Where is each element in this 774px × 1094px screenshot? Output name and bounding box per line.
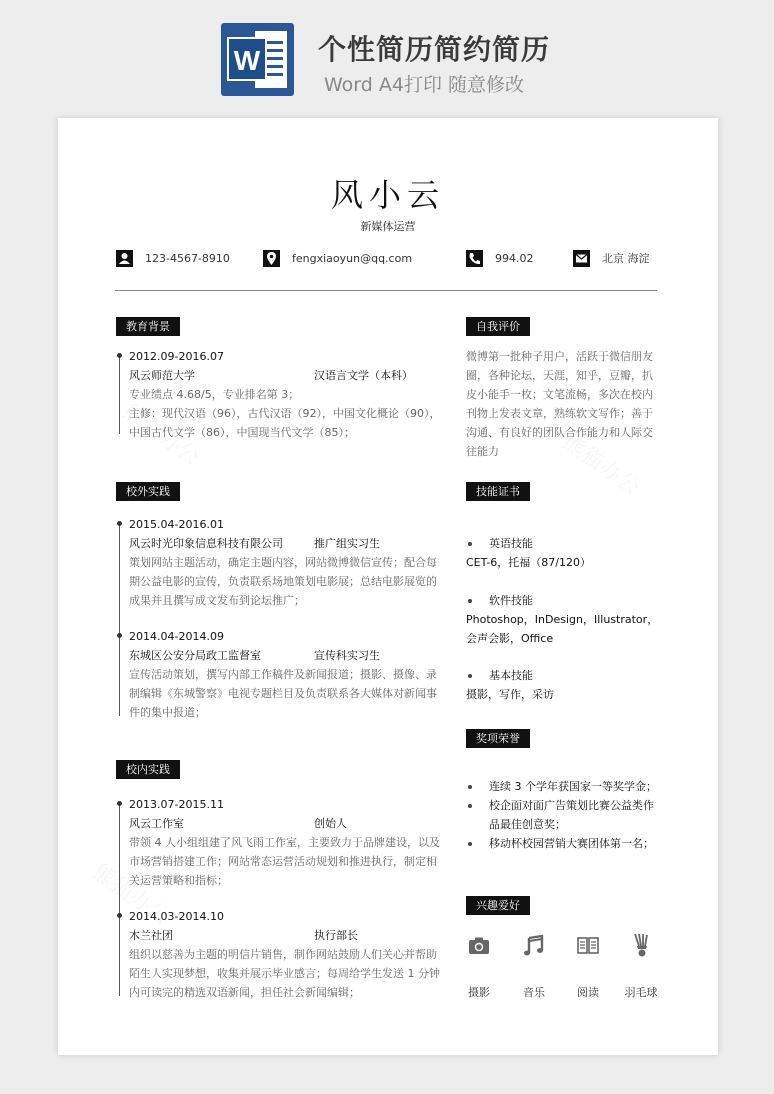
bullet [468, 599, 472, 603]
int-org: 木兰社团 [129, 929, 173, 942]
contact-email [263, 248, 412, 268]
word-logo-icon [221, 23, 294, 96]
section-tag-self-eval: 自我评价 [466, 317, 530, 336]
int-line: 市场营销搭建工作；网站常态运营活动规划和推进执行，制定相 [129, 855, 437, 868]
resume-job-title: 新媒体运营 [360, 220, 416, 233]
hobby-label: 音乐 [523, 986, 545, 999]
music-icon [522, 934, 546, 958]
ext-line: 成果并且撰写成文发布到论坛推广； [129, 594, 305, 607]
badminton-icon [629, 932, 653, 956]
banner-subtitle: Word A4打印 随意修改 [324, 74, 525, 96]
contact-phone [116, 248, 230, 268]
bullet [468, 842, 472, 846]
ext-line: 宣传活动策划，撰写内部工作稿件及新闻报道；摄影、摄像、录 [129, 668, 437, 681]
ext-line: 期公益电影的宣传，负责联系场地策划电影展；总结电影展览的 [129, 575, 437, 588]
timeline-dot [117, 801, 122, 806]
ext-period: 2014.04-2014.09 [129, 630, 224, 643]
mail-icon [573, 250, 590, 267]
award-line: 品最佳创意奖； [489, 818, 566, 831]
contact-location [573, 248, 650, 268]
self-eval-line: 刊物上发表文章，熟练软文写作；善于 [466, 407, 653, 420]
timeline-dot [117, 353, 122, 358]
ext-role: 宣传科实习生 [314, 649, 380, 662]
ext-line: 策划网站主题活动，确定主题内容，网站微博微信宣传；配合每 [129, 556, 437, 569]
timeline-dot [117, 521, 122, 526]
ext-line: 件的集中报道； [129, 706, 206, 719]
int-line: 陌生人实现梦想，收集并展示毕业感言；每周给学生发送 1 分钟 [129, 967, 440, 980]
resume-page [58, 118, 718, 1055]
award-line: 移动杯校园营销大赛团体第一名； [489, 837, 654, 850]
self-eval-line: 圈，各种论坛，天涯，知乎，豆瓣，扒 [466, 369, 653, 382]
contact-phone-text: 123-4567-8910 [145, 251, 230, 265]
timeline-line [119, 522, 120, 716]
section-tag-internal: 校内实践 [116, 760, 180, 779]
int-line: 关运营策略和指标； [129, 874, 228, 887]
header-divider [115, 290, 657, 291]
skill-title: 软件技能 [489, 594, 533, 607]
int-org: 风云工作室 [129, 817, 184, 830]
int-line: 组织以慈善为主题的明信片销售，制作网站鼓励人们关心并帮助 [129, 948, 437, 961]
int-role: 执行部长 [314, 929, 358, 942]
bullet [468, 785, 472, 789]
self-eval-line: 往能力 [466, 445, 499, 458]
word-logo-letter: W [227, 37, 267, 81]
skill-line: Photoshop，InDesign，Illustrator， [466, 613, 659, 626]
contact-email-text: fengxiaoyun@qq.com [292, 251, 413, 265]
hobby-label: 羽毛球 [624, 986, 658, 999]
award-line: 连续 3 个学年获国家一等奖学金； [489, 780, 657, 793]
timeline-dot [117, 633, 122, 638]
bullet [468, 804, 472, 808]
self-eval-line: 微博第一批种子用户，活跃于微信朋友 [466, 350, 653, 363]
location-pin-icon [263, 250, 280, 267]
timeline-dot [117, 913, 122, 918]
banner-title: 个性简历简约简历 [318, 33, 551, 66]
int-line: 内可读完的精选双语新闻，担任社会新闻编辑； [129, 986, 360, 999]
skill-title: 英语技能 [489, 537, 533, 550]
contact-birth [466, 248, 534, 268]
timeline-line [119, 802, 120, 996]
banner [0, 0, 774, 110]
resume-name: 风小云 [330, 176, 445, 214]
contact-birth-text: 994.02 [495, 251, 534, 265]
section-tag-external: 校外实践 [116, 482, 180, 501]
edu-major: 汉语言文学（本科） [314, 369, 413, 382]
bullet [468, 674, 472, 678]
timeline-line [119, 354, 120, 434]
section-tag-skills: 技能证书 [466, 482, 530, 501]
user-icon [116, 250, 133, 267]
book-icon [576, 934, 600, 958]
skill-line: 会声会影，Office [466, 632, 554, 645]
self-eval-line: 皮小能手一枚；文笔流畅，多次在校内 [466, 388, 653, 401]
self-eval-line: 沟通、有良好的团队合作能力和人际交 [466, 426, 653, 439]
ext-org: 东城区公安分局政工监督室 [129, 649, 261, 662]
int-line: 带领 4 人小组组建了风飞雨工作室，主要致力于品牌建设，以及 [129, 836, 440, 849]
bullet [468, 542, 472, 546]
int-period: 2014.03-2014.10 [129, 910, 224, 923]
ext-line: 制编辑《东城警察》电视专题栏目及负责联系各大媒体对新闻事 [129, 687, 437, 700]
edu-line: 主修：现代汉语（96），古代汉语（92），中国文化概论（90）， [129, 407, 441, 420]
edu-period: 2012.09-2016.07 [129, 350, 224, 363]
int-period: 2013.07-2015.11 [129, 798, 224, 811]
hobby-label: 阅读 [577, 986, 599, 999]
skill-line: 摄影，写作，采访 [466, 688, 554, 701]
section-tag-awards: 奖项荣誉 [466, 729, 530, 748]
ext-period: 2015.04-2016.01 [129, 518, 224, 531]
hobby-label: 摄影 [468, 986, 490, 999]
section-tag-hobbies: 兴趣爱好 [466, 896, 530, 915]
ext-org: 风云时光印象信息科技有限公司 [129, 537, 283, 550]
section-tag-education: 教育背景 [116, 317, 180, 336]
edu-school: 风云师范大学 [129, 369, 195, 382]
edu-line: 中国古代文学（86），中国现当代文学（85）； [129, 426, 355, 439]
phone-icon [466, 250, 483, 267]
award-line: 校企面对面广告策划比赛公益类作 [489, 799, 654, 812]
skill-title: 基本技能 [489, 669, 533, 682]
skill-line: CET-6，托福（87/120） [466, 556, 592, 569]
edu-line: 专业绩点 4.68/5，专业排名第 3； [129, 388, 300, 401]
int-role: 创始人 [314, 817, 347, 830]
ext-role: 推广组实习生 [314, 537, 380, 550]
contact-location-text: 北京 海淀 [602, 252, 650, 265]
camera-icon [467, 934, 491, 958]
